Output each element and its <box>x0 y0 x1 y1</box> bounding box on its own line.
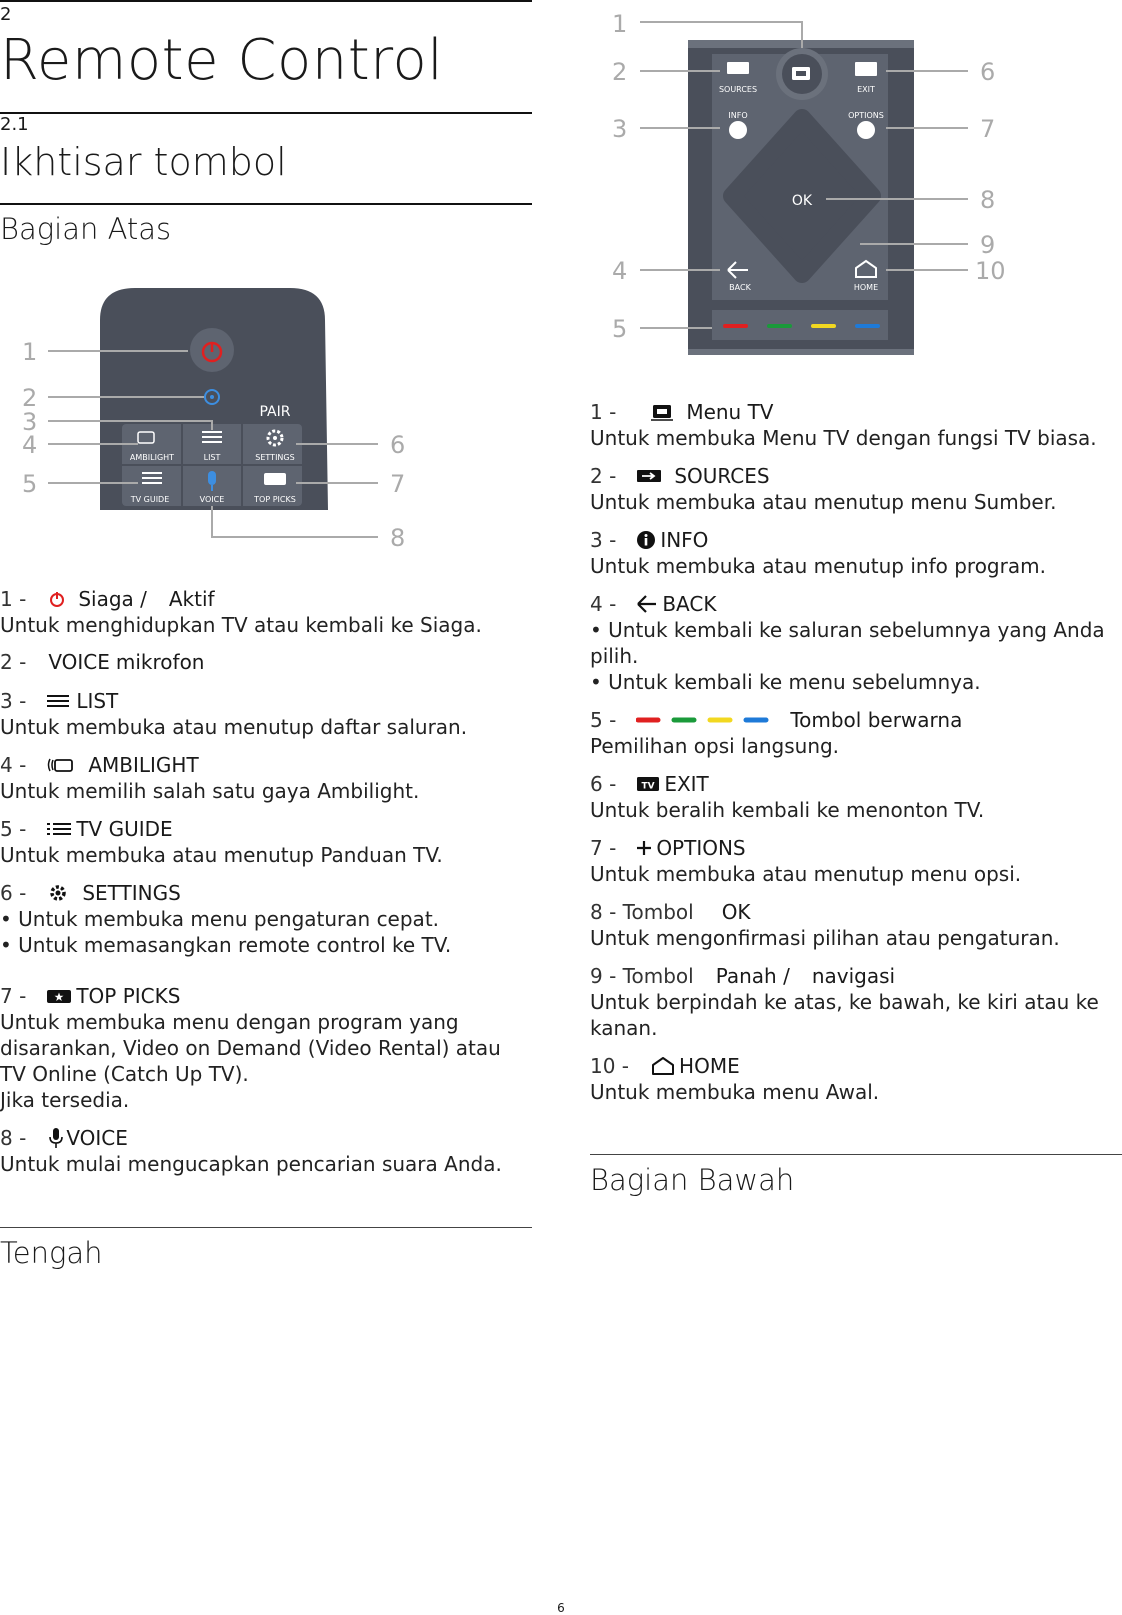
section-number: 2.1 <box>0 114 29 135</box>
back-label: BACK <box>729 283 751 292</box>
top-fig-label-6: 6 <box>390 431 406 459</box>
middle-section-title: Tengah <box>0 1236 103 1270</box>
top-fig-label-7: 7 <box>390 470 406 498</box>
sources-icon <box>636 468 662 484</box>
mid-fig-label-4: 4 <box>612 257 628 285</box>
middle-rule <box>0 1227 532 1228</box>
subsection-rule <box>0 203 532 205</box>
list-icon <box>46 693 70 709</box>
top-rule <box>0 0 532 2</box>
sources-label: SOURCES <box>718 85 758 94</box>
mid-item-4: 4 - BACK • Untuk kembali ke saluran sebelumnya yang Anda pilih. • Untuk kembali ke menu sebelumnya. <box>590 592 1105 694</box>
top-item-4: 4 - AMBILIGHT Untuk memilih salah satu gaya Ambilight. <box>0 753 420 803</box>
info-icon <box>636 530 656 550</box>
mid-fig-label-5: 5 <box>612 315 628 343</box>
home-label: HOME <box>853 283 879 292</box>
mid-fig-label-2: 2 <box>612 58 628 86</box>
top-item-5: 5 - TV GUIDE Untuk membuka atau menutup Panduan TV. <box>0 817 443 867</box>
mid-item-7: 7 - OPTIONS Untuk membuka atau menutup menu opsi. <box>590 836 1022 886</box>
mid-item-5: 5 - Tombol berwarna Pemilihan opsi langsung. <box>590 708 963 758</box>
mid-fig-label-1: 1 <box>612 10 628 38</box>
mid-item-10: 10 - HOME Untuk membuka menu Awal. <box>590 1054 880 1104</box>
toppicks-label: TOP PICKS <box>254 495 296 504</box>
mid-fig-label-10: 10 <box>975 257 1006 285</box>
mid-fig-label-6: 6 <box>980 58 996 86</box>
mid-item-2: 2 - SOURCES Untuk membuka atau menutup menu Sumber. <box>590 464 1057 514</box>
mid-item-3: 3 - INFO Untuk membuka atau menutup info program. <box>590 528 1046 578</box>
top-fig-label-5: 5 <box>22 470 38 498</box>
pair-label: PAIR <box>259 404 291 420</box>
list-label: LIST <box>203 453 221 462</box>
power-icon <box>48 590 66 608</box>
top-item-3: 3 - LIST Untuk membuka atau menutup daftar saluran. <box>0 689 468 739</box>
settings-label: SETTINGS <box>255 453 295 462</box>
ambilight-icon <box>46 756 74 774</box>
tvguide-label: TV GUIDE <box>130 495 170 504</box>
mid-fig-label-9: 9 <box>980 231 996 259</box>
menu-tv-icon <box>650 403 674 421</box>
page-number: 6 <box>557 1601 565 1615</box>
top-item-8: 8 - VOICE Untuk mulai mengucapkan pencarian suara Anda. <box>0 1126 502 1176</box>
bottom-rule <box>590 1154 1122 1155</box>
bottom-section-title: Bagian Bawah <box>590 1163 795 1197</box>
top-item-1: 1 - Siaga / Aktif Untuk menghidupkan TV atau kembali ke Siaga. <box>0 587 482 637</box>
voice-label: VOICE <box>199 495 225 504</box>
plus-icon <box>636 840 652 856</box>
ok-label: OK <box>791 193 813 209</box>
tv-exit-icon <box>636 775 660 793</box>
mid-fig-label-8: 8 <box>980 186 996 214</box>
mid-fig-label-3: 3 <box>612 115 628 143</box>
mid-fig-label-7: 7 <box>980 115 996 143</box>
section-rule <box>0 112 532 114</box>
middle-remote-figure <box>590 0 1010 370</box>
info-label: INFO <box>728 111 748 120</box>
chapter-title: Remote Control <box>0 28 444 93</box>
top-fig-label-2: 2 <box>22 384 38 412</box>
chapter-number: 2 <box>0 4 12 25</box>
exit-label: EXIT <box>857 85 875 94</box>
top-remote-figure <box>0 280 430 560</box>
ambilight-label: AMBILIGHT <box>129 453 175 462</box>
section-title: Ikhtisar tombol <box>0 140 287 184</box>
top-fig-label-3: 3 <box>22 408 38 436</box>
top-fig-label-1: 1 <box>22 338 38 366</box>
top-item-2: 2 - VOICE mikrofon <box>0 650 205 674</box>
top-fig-label-4: 4 <box>22 431 38 459</box>
options-label: OPTIONS <box>848 111 884 120</box>
settings-icon <box>48 883 68 903</box>
mid-item-8: 8 - Tombol OK Untuk mengonfirmasi pilihan atau pengaturan. <box>590 900 1060 950</box>
svg-text:TV: TV <box>641 781 655 792</box>
mid-item-9: 9 - Tombol Panah / navigasi Untuk berpindah ke atas, ke bawah, ke kiri atau ke kanan. <box>590 964 1099 1040</box>
mid-item-1: 1 - Menu TV Untuk membuka Menu TV dengan fungsi TV biasa. <box>590 400 1097 450</box>
color-keys-icon <box>636 714 770 726</box>
top-picks-icon <box>46 988 72 1004</box>
top-fig-label-8: 8 <box>390 524 406 552</box>
top-section-title: Bagian Atas <box>0 212 172 246</box>
back-arrow-icon <box>636 594 658 614</box>
microphone-icon <box>48 1127 64 1149</box>
mid-item-6: 6 - TV EXIT Untuk beralih kembali ke menonton TV. <box>590 772 985 822</box>
home-icon <box>651 1056 675 1076</box>
tv-guide-icon <box>46 821 72 837</box>
top-item-6: 6 - SETTINGS • Untuk membuka menu pengaturan cepat. • Untuk memasangkan remote control ke TV. <box>0 881 452 957</box>
top-item-7: 7 - TOP PICKS Untuk membuka menu dengan program yang disarankan, Video on Demand (Video Rental) atau TV Online (Catch Up TV). Jika tersedia. <box>0 984 501 1112</box>
